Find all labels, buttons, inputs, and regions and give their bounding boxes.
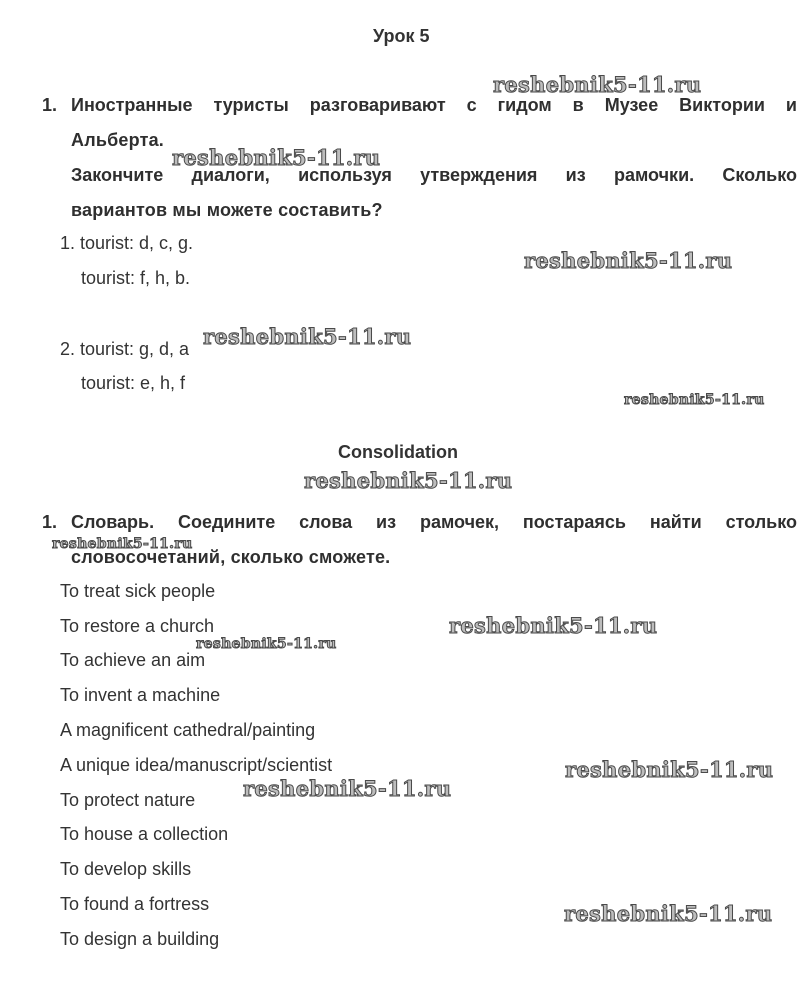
task-number: 1. <box>42 95 58 115</box>
page-title: Урок 5 <box>373 26 430 46</box>
phrase-item: To restore a church <box>60 616 215 636</box>
phrase-item: To develop skills <box>60 859 192 879</box>
watermark: reshebnik5-11.ru <box>524 248 733 273</box>
phrase-item: A magnificent cathedral/painting <box>60 720 316 740</box>
watermark: reshebnik5-11.ru <box>564 901 773 926</box>
phrase-item: To house a collection <box>60 824 229 844</box>
phrase-item: To design a building <box>60 929 220 949</box>
watermark: reshebnik5-11.ru <box>243 776 452 801</box>
watermark: reshebnik5-11.ru <box>565 757 774 782</box>
watermark: reshebnik5-11.ru <box>624 392 765 408</box>
phrase-item: To treat sick people <box>60 581 216 601</box>
phrase-item: To protect nature <box>60 790 196 810</box>
task-text-line: Словарь. Соедините слова из рамочек, постараясь найти столько <box>71 512 797 532</box>
task-text-line: Альберта. <box>71 130 165 150</box>
section-heading: Consolidation <box>338 442 458 462</box>
task-instruction-line: вариантов мы можете составить? <box>71 200 383 220</box>
watermark: reshebnik5-11.ru <box>172 145 381 170</box>
phrase-item: To found a fortress <box>60 894 210 914</box>
task-text-line: словосочетаний, сколько сможете. <box>71 547 391 567</box>
phrase-item: To invent a machine <box>60 685 221 705</box>
watermark: reshebnik5-11.ru <box>196 636 337 652</box>
answer-line: 1. tourist: d, c, g. <box>60 233 194 253</box>
task-text-line: Иностранные туристы разговаривают с гидом в Музее Виктории и <box>71 95 797 115</box>
answer-line: tourist: f, h, b. <box>81 268 191 288</box>
watermark: reshebnik5-11.ru <box>493 72 702 97</box>
task-instruction-line: Закончите диалоги, используя утверждения из рамочки. Сколько <box>71 165 797 185</box>
answer-line: tourist: e, h, f <box>81 373 186 393</box>
task-number: 1. <box>42 512 58 532</box>
watermark: reshebnik5-11.ru <box>52 536 193 552</box>
watermark: reshebnik5-11.ru <box>203 324 412 349</box>
watermark: reshebnik5-11.ru <box>304 468 513 493</box>
answer-line: 2. tourist: g, d, a <box>60 339 190 359</box>
phrase-item: A unique idea/manuscript/scientist <box>60 755 333 775</box>
phrase-item: To achieve an aim <box>60 650 206 670</box>
watermark: reshebnik5-11.ru <box>449 613 658 638</box>
